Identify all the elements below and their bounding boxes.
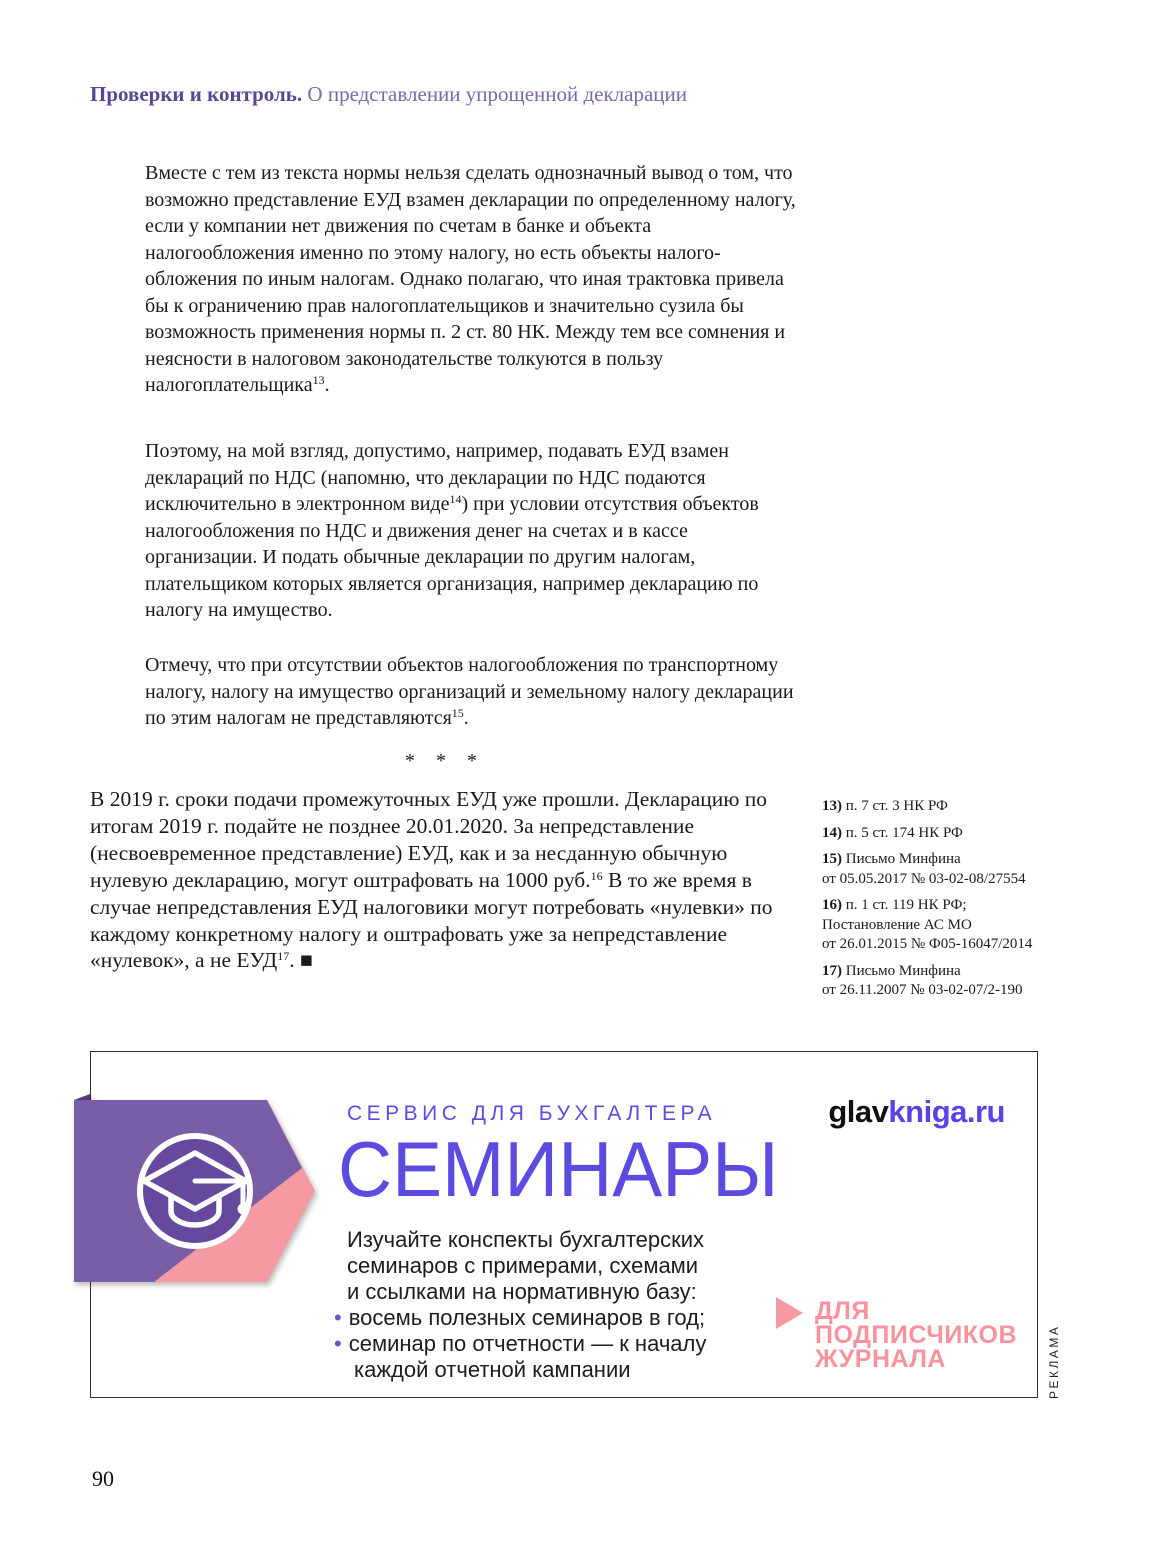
article-paragraph-3 [145,652,797,732]
section-separator: * * * [405,750,485,772]
footnote-text: Письмо Минфина [845,962,961,979]
footnote-text: от 05.05.2017 № 03-02-08/27554 [822,870,1026,887]
paragraph-text: . [324,374,330,396]
ad-bullet-list [334,1305,706,1383]
ad-bullet-item [334,1331,706,1357]
footnote-ref-15: 15 [451,706,464,720]
bullet-text: восемь полезных семинаров в год; [348,1305,706,1330]
footnote-text: п. 5 ст. 174 НК РФ [845,824,963,841]
article-subtitle: О представлении упрощенной декларации [307,82,688,106]
subscribers-line: ЖУРНАЛА [815,1345,946,1373]
ad-description-line: Изучайте конспекты бухгалтерских [347,1227,705,1252]
paragraph-text: Отмечу, что при отсутствии объектов налогообложения по транспортному налогу, налогу на имущество организаций и земельному налогу декларации по этим налогам не представляются [145,654,794,729]
paragraph-text: ) при условии отсутствия объектов налогообложения по НДС и движения денег на счетах и в кассе организации. И подать обычные декларации по другим налогам, плательщиком которых является организация, например декларацию по налогу на имущество. [145,493,759,621]
ad-bullet-item [334,1305,706,1331]
ad-description [347,1227,704,1305]
bullet-text-continuation: каждой отчетной кампании [354,1357,631,1382]
logo-part-accent: kniga.ru [888,1094,1005,1129]
ad-service-label: СЕРВИС ДЛЯ БУХГАЛТЕРА [347,1102,717,1125]
section-title: Проверки и контроль. [90,82,303,106]
footnote-text: от 26.11.2007 № 03-02-07/2-190 [822,982,1023,998]
article-kicker [90,82,687,107]
ad-description-line: и ссылками на нормативную базу: [347,1279,697,1304]
footnote-number: 17) [822,962,842,979]
page-number: 90 [92,1466,114,1491]
subscribers-line: ПОДПИСЧИКОВ [815,1321,1018,1349]
ad-title: СЕМИНАРЫ [338,1125,779,1213]
footnote-ref-14: 14 [449,492,462,506]
bullet-dot-icon: • [334,1331,342,1356]
paragraph-text: Поэтому, на мой взгляд, допустимо, например, подавать ЕУД взамен деклараций по НДС (напомню, что декларации по НДС подаются исключительно в электронном виде [145,440,729,515]
glavkniga-logo [705,1094,1005,1130]
paragraph-text: . [463,707,469,729]
footnote-17 [822,962,1054,1001]
paragraph-text: В 2019 г. сроки подачи промежуточных ЕУД уже прошли. Декларацию по итогам 2019 г. подайте не позднее 20.01.2020. За непредставление (несвоевременное представление) ЕУД, как и за несданную обычную нулевую декларацию, могут оштрафовать на 1000 руб. [90,787,768,892]
footnote-ref-16: 16 [590,868,603,883]
ad-marker-vertical: РЕКЛАМА [1047,1324,1061,1399]
play-triangle-icon [776,1297,803,1329]
article-paragraph-1 [145,160,797,399]
footnotes-column [822,797,1054,1008]
ribbon-banner [74,1092,319,1292]
footnote-text: от 26.01.2015 № Ф05-16047/2014 [822,936,1033,952]
logo-part-black: glav [828,1094,889,1129]
footnote-ref-13: 13 [312,373,325,387]
footnote-text: Письмо Минфина [845,851,961,867]
footnote-number: 15) [822,851,842,867]
subscribers-line: ДЛЯ [815,1297,870,1325]
footnote-13 [822,797,1054,817]
footnote-text: Постановление АС МО [822,916,972,933]
footnote-number: 14) [822,824,842,841]
bullet-text: семинар по отчетности — к началу [348,1331,707,1356]
bullet-dot-icon: • [334,1305,342,1330]
footnote-number: 13) [822,798,842,814]
subscribers-label [815,1299,1017,1371]
footnote-text: п. 7 ст. 3 НК РФ [845,798,948,814]
footnote-14 [822,824,1054,844]
graduation-cap-icon [140,1136,250,1246]
footnote-ref-17: 17 [277,949,290,964]
paragraph-end-mark: . ■ [289,948,313,973]
ad-description-line: семинаров с примерами, схемами [347,1253,699,1278]
banner-fold [74,1094,90,1100]
footnote-15 [822,850,1054,889]
paragraph-text: Вместе с тем из текста нормы нельзя сделать однозначный вывод о том, что возможно представление ЕУД взамен декларации по определенному налогу, если у компании нет движения по счетам в банке и объекта налогообложения именно по этому налогу, но есть объекты налогообложения по иным налогам. Однако полагаю, что иная трактовка привела бы к ограничению прав налогоплательщиков и значительно сузила бы возможность применения нормы п. 2 ст. 80 НК. Между тем все сомнения и неясности в налоговом законодательстве толкуются в пользу налогоплательщика [145,162,796,396]
paragraph-text: В то же время в случае непредставления ЕУД налоговики могут потребовать «нулевки» по каждому конкретному налогу и оштрафовать уже за непредставление «нулевок», а не ЕУД [90,867,773,973]
footnote-16 [822,896,1054,955]
article-final-paragraph [90,786,798,974]
footnote-number: 16) [822,897,842,913]
footnote-text: п. 1 ст. 119 НК РФ; [845,897,967,913]
article-paragraph-2 [145,438,797,624]
